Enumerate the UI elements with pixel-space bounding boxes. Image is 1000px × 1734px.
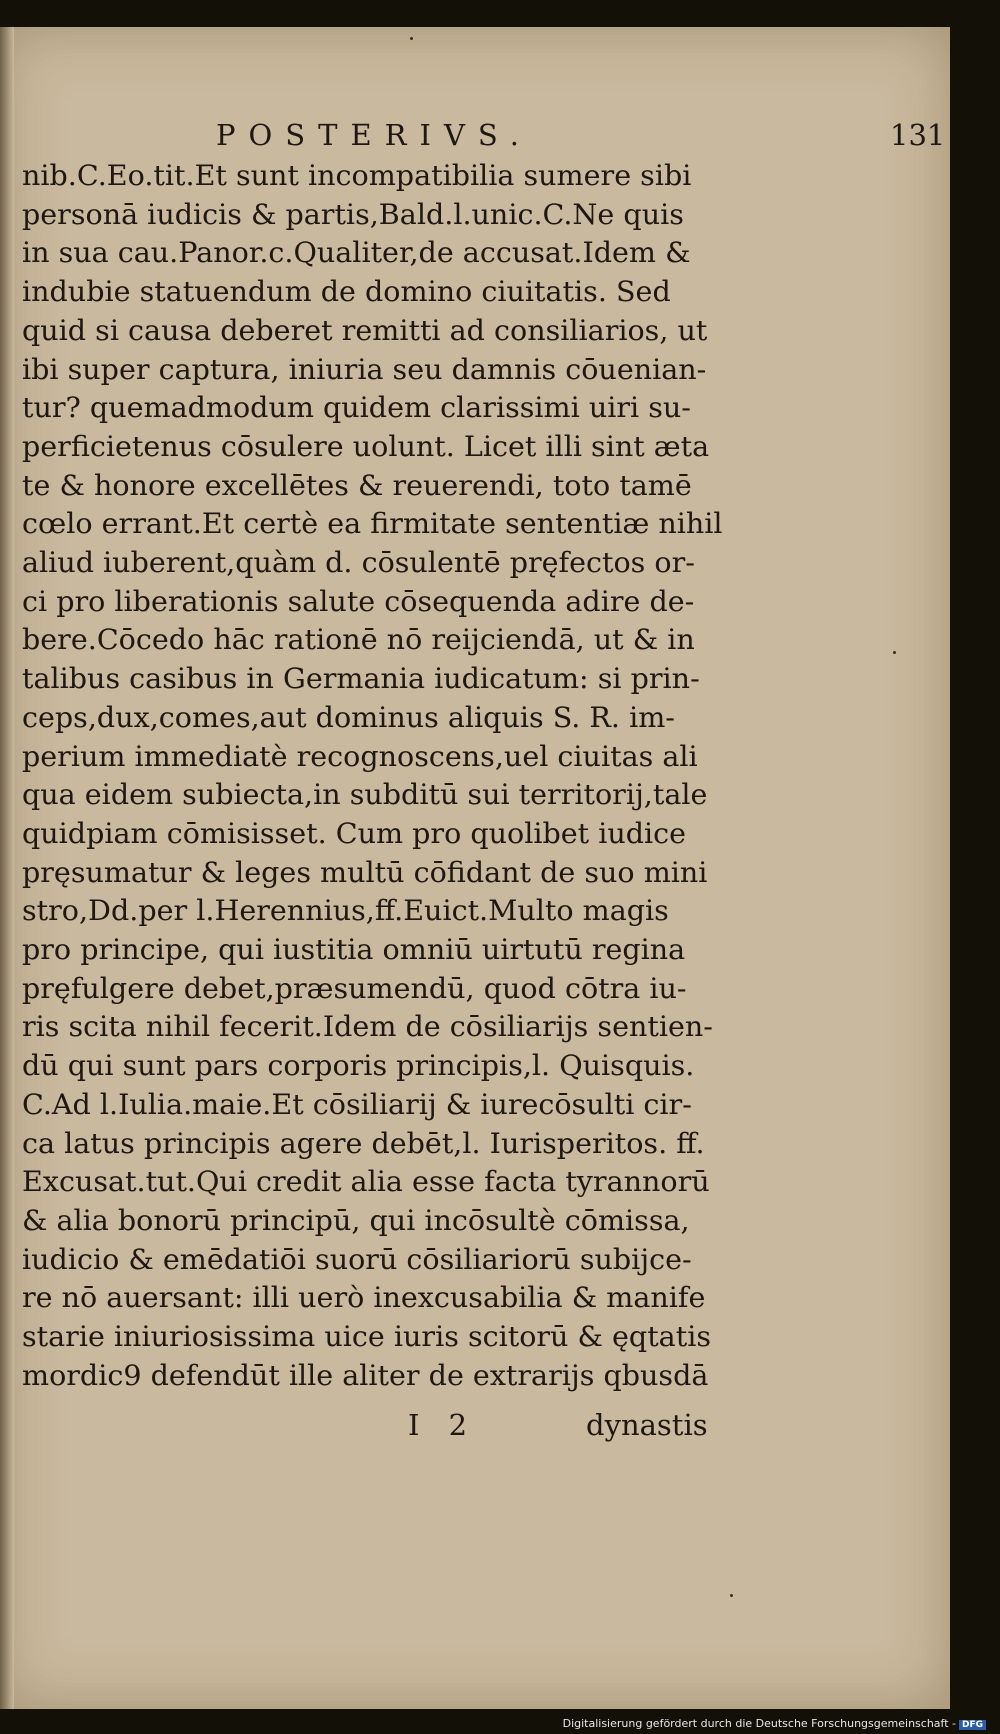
catchword: dynastis — [586, 1408, 708, 1442]
ink-speck — [893, 651, 896, 654]
dfg-logo-icon: DFG — [959, 1720, 986, 1730]
text-line: tur? quemadmodum quidem clarissimi uiri su- — [22, 391, 691, 425]
text-line: personā iudicis & partis,Bald.l.unic.C.Ne quis — [22, 197, 684, 231]
text-line: talibus casibus in Germania iudicatum: si prin- — [22, 662, 700, 696]
text-line: indubie statuendum de domino ciuitatis. Sed — [22, 275, 671, 309]
text-line: aliud iuberent,quàm d. cōsulentē pręfectos or- — [22, 546, 695, 580]
page-number: 131 — [890, 118, 946, 152]
page-footer — [0, 1408, 950, 1448]
text-line: stro,Dd.per l.Herennius,ff.Euict.Multo magis — [22, 894, 669, 928]
text-line: cœlo errant.Et certè ea firmitate sententiæ nihil — [22, 507, 723, 541]
text-line: & alia bonorū principū, qui incōsultè cōmissa, — [22, 1203, 690, 1237]
page-edge-shadow — [0, 27, 14, 1709]
text-line: ca latus principis agere debēt,l. Iurisperitos. ff. — [22, 1126, 705, 1160]
text-line: dū qui sunt pars corporis principis,l. Quisquis. — [22, 1049, 695, 1083]
text-line: ci pro liberationis salute cōsequenda adire de- — [22, 584, 695, 618]
signature-mark: I 2 — [408, 1408, 468, 1442]
text-line: re nō auersant: illi uerò inexcusabilia & manife — [22, 1281, 706, 1315]
text-line: pręfulgere debet,præsumendū, quod cōtra iu- — [22, 971, 687, 1005]
text-line: ibi super captura, iniuria seu damnis cōuenian- — [22, 352, 707, 386]
text-line: pro principe, qui iustitia omniū uirtutū regina — [22, 933, 686, 967]
text-line: pręsumatur & leges multū cōfidant de suo mini — [22, 855, 708, 889]
digitization-credit — [563, 1717, 986, 1730]
credit-text: Digitalisierung gefördert durch die Deutsche Forschungsgemeinschaft - — [562, 1717, 956, 1730]
text-line: perficietenus cōsulere uolunt. Licet illi sint æta — [22, 429, 710, 463]
text-line: qua eidem subiecta,in subditū sui territorij,tale — [22, 778, 708, 812]
text-line: quidpiam cōmisisset. Cum pro quolibet iudice — [22, 816, 687, 850]
text-line: starie iniuriosissima uice iuris scitorū & ęqtatis — [22, 1320, 711, 1354]
text-line: iudicio & emēdatiōi suorū cōsiliariorū subijce- — [22, 1242, 692, 1276]
text-line: Excusat.tut.Qui credit alia esse facta tyrannorū — [22, 1165, 710, 1199]
ink-speck — [410, 37, 413, 40]
body-text — [22, 157, 736, 1396]
text-line: C.Ad l.Iulia.maie.Et cōsiliarij & iurecōsulti cir- — [22, 1087, 692, 1121]
page-header — [0, 118, 950, 158]
running-head: POSTERIVS. — [216, 118, 532, 152]
text-line: mordic9 defendūt ille aliter de extrarijs qbusdā — [22, 1358, 709, 1392]
text-line: ceps,dux,comes,aut dominus aliquis S. R. im- — [22, 700, 675, 734]
text-line: te & honore excellētes & reuerendi, toto tamē — [22, 468, 692, 502]
text-line: ris scita nihil fecerit.Idem de cōsiliarijs sentien- — [22, 1010, 713, 1044]
text-line: in sua cau.Panor.c.Qualiter,de accusat.Idem & — [22, 236, 691, 270]
ink-speck — [730, 1594, 733, 1597]
text-line: quid si causa deberet remitti ad consiliarios, ut — [22, 313, 708, 347]
text-line: bere.Cōcedo hāc rationē nō reijciendā, ut & in — [22, 623, 695, 657]
text-line: perium immediatè recognoscens,uel ciuitas ali — [22, 739, 698, 773]
text-line: nib.C.Eo.tit.Et sunt incompatibilia sumere sibi — [22, 159, 692, 192]
